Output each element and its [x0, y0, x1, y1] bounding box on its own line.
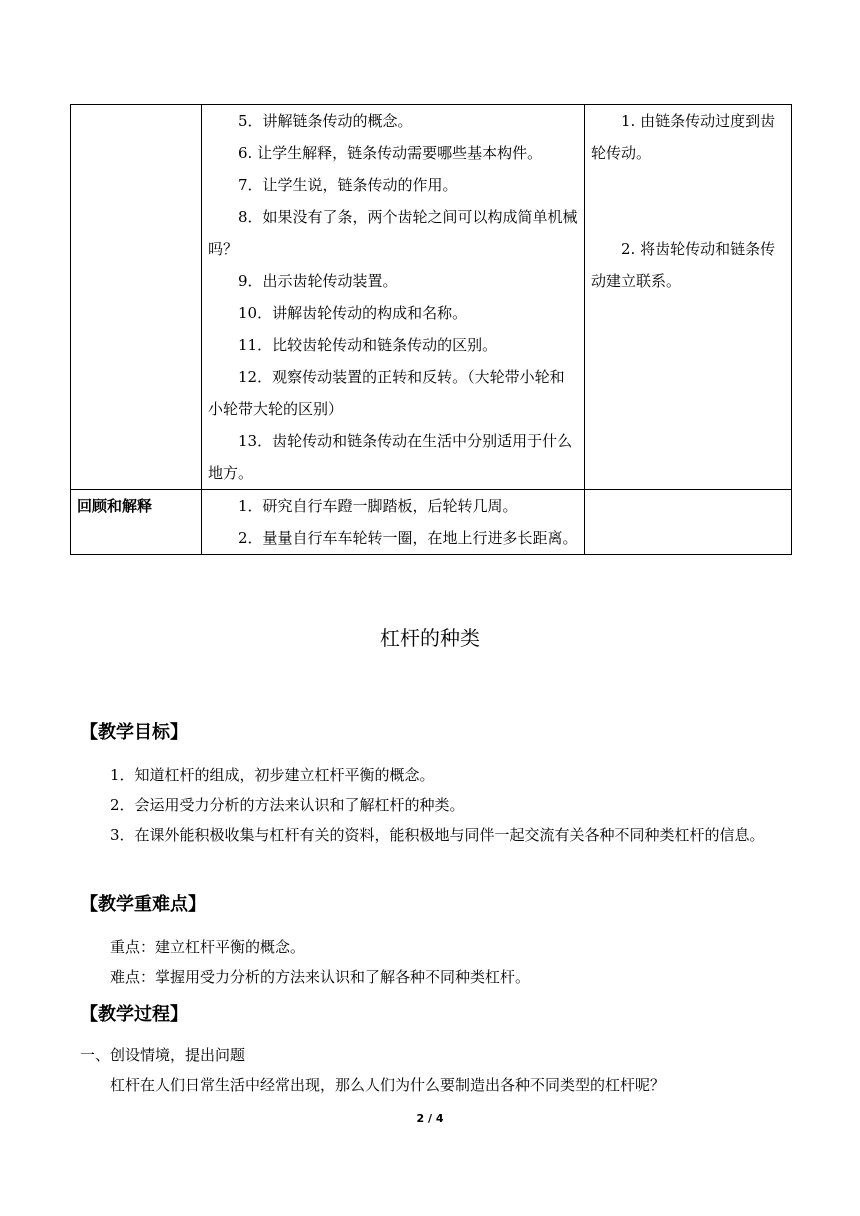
section-heading: 一、创设情境，提出问题: [80, 1046, 246, 1064]
note-item: 2. 将齿轮传动和链条传动建立联系。: [591, 240, 776, 290]
objectives-heading: 【教学目标】: [80, 722, 188, 743]
step-item: 7．让学生说，链条传动的作用。: [238, 176, 458, 194]
key-point-item: 重点：建立杠杆平衡的概念。: [110, 938, 306, 956]
steps-cell: [202, 105, 585, 490]
step-item: 1．研究自行车蹬一脚踏板，后轮转几周。: [238, 497, 518, 515]
step-item: 8．如果没有了条，两个齿轮之间可以构成简单机械吗？: [208, 208, 578, 258]
objective-item: 1．知道杠杆的组成，初步建立杠杆平衡的概念。: [110, 766, 435, 784]
step-item: 10．讲解齿轮传动的构成和名称。: [238, 304, 468, 322]
page-number: 2 / 4: [416, 1112, 444, 1125]
step-item: 13．齿轮传动和链条传动在生活中分别适用于什么地方。: [208, 432, 573, 482]
step-item: 11．比较齿轮传动和链条传动的区别。: [238, 336, 498, 354]
table-row: [71, 105, 792, 490]
stage-cell: [71, 105, 202, 490]
key-points-heading: 【教学重难点】: [80, 894, 206, 915]
stage-cell: 回顾和解释: [71, 490, 202, 555]
notes-cell: [585, 105, 792, 490]
step-item: 2．量量自行车车轮转一圈，在地上行进多长距离。: [238, 529, 578, 547]
objective-item: 3．在课外能积极收集与杠杆有关的资料，能积极地与同伴一起交流有关各种不同种类杠杆的信息。: [110, 826, 765, 844]
process-paragraph: 杠杆在人们日常生活中经常出现，那么人们为什么要制造出各种不同类型的杠杆呢？: [110, 1076, 666, 1094]
step-item: 12．观察传动装置的正转和反转。（大轮带小轮和小轮带大轮的区别）: [208, 368, 565, 418]
step-item: 9．出示齿轮传动装置。: [238, 272, 398, 290]
step-item: 6. 让学生解释，链条传动需要哪些基本构件。: [238, 144, 543, 162]
note-item: 1. 由链条传动过度到齿轮传动。: [591, 112, 776, 162]
objective-item: 2．会运用受力分析的方法来认识和了解杠杆的种类。: [110, 796, 465, 814]
notes-cell: [585, 490, 792, 555]
process-heading: 【教学过程】: [80, 1004, 188, 1025]
table-row: [71, 490, 792, 555]
steps-cell: [202, 490, 585, 555]
lesson-table: [70, 104, 792, 555]
lesson-title: 杠杆的种类: [380, 626, 480, 650]
key-point-item: 难点：掌握用受力分析的方法来认识和了解各种不同种类杠杆。: [110, 968, 531, 986]
step-item: 5．讲解链条传动的概念。: [238, 112, 413, 130]
